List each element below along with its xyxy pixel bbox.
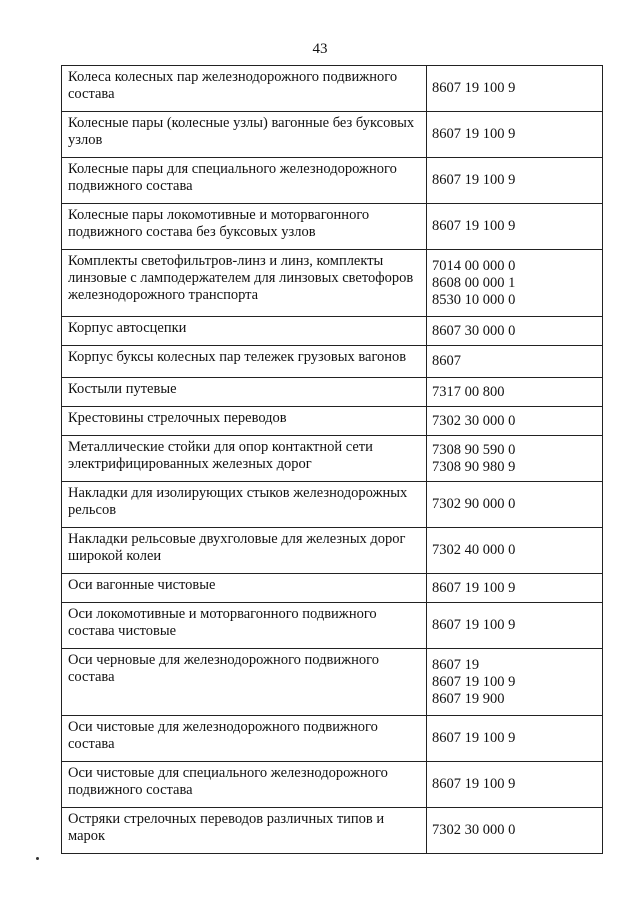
product-name: Колеса колесных пар железнодорожного подвижного состава xyxy=(62,66,427,112)
product-name: Оси вагонные чистовые xyxy=(62,574,427,603)
product-name: Колесные пары локомотивные и моторвагонного подвижного состава без буксовых узлов xyxy=(62,204,427,250)
table-row xyxy=(62,528,603,574)
product-name: Костыли путевые xyxy=(62,378,427,407)
table-row xyxy=(62,158,603,204)
tn-ved-code: 7308 90 980 9 xyxy=(432,458,516,475)
tn-ved-code: 8607 19 100 9 xyxy=(432,730,516,746)
tn-ved-code-cell xyxy=(427,808,603,854)
table-row xyxy=(62,482,603,528)
tn-ved-code: 8607 19 100 9 xyxy=(432,673,516,690)
table-row xyxy=(62,716,603,762)
table-row xyxy=(62,204,603,250)
product-name: Корпус автосцепки xyxy=(62,317,427,346)
product-name: Колесные пары для специального железнодорожного подвижного состава xyxy=(62,158,427,204)
tn-ved-code-cell xyxy=(427,346,603,378)
product-name: Накладки для изолирующих стыков железнодорожных рельсов xyxy=(62,482,427,528)
tn-ved-code: 8607 19 100 9 xyxy=(432,218,516,234)
table-row xyxy=(62,407,603,436)
tn-ved-code: 8607 19 100 9 xyxy=(432,80,516,96)
product-name: Накладки рельсовые двухголовые для железных дорог широкой колеи xyxy=(62,528,427,574)
tn-ved-code: 8607 19 100 9 xyxy=(432,579,516,596)
tn-ved-code: 8608 00 000 1 xyxy=(432,274,516,291)
table-row xyxy=(62,808,603,854)
tn-ved-code: 8607 19 100 9 xyxy=(432,172,516,188)
tn-ved-code-cell xyxy=(427,112,603,158)
tn-ved-code: 8607 19 100 9 xyxy=(432,776,516,792)
product-name: Оси черновые для железнодорожного подвижного состава xyxy=(62,649,427,716)
tn-ved-code-cell xyxy=(427,603,603,649)
tn-ved-code-cell xyxy=(427,407,603,436)
tn-ved-code: 7317 00 800 xyxy=(432,383,505,400)
tn-ved-code: 8607 19 100 9 xyxy=(432,126,516,142)
product-name: Оси чистовые для железнодорожного подвижного состава xyxy=(62,716,427,762)
product-name: Колесные пары (колесные узлы) вагонные без буксовых узлов xyxy=(62,112,427,158)
tn-ved-code-cell xyxy=(427,436,603,482)
product-name: Оси локомотивные и моторвагонного подвижного состава чистовые xyxy=(62,603,427,649)
table-row xyxy=(62,649,603,716)
tn-ved-code: 7308 90 590 0 xyxy=(432,441,516,458)
table-row xyxy=(62,574,603,603)
tn-ved-code-cell xyxy=(427,574,603,603)
table-row xyxy=(62,762,603,808)
goods-codes-table xyxy=(61,65,603,854)
tn-ved-code-cell xyxy=(427,378,603,407)
tn-ved-code-cell xyxy=(427,649,603,716)
table-row xyxy=(62,603,603,649)
tn-ved-code: 7014 00 000 0 xyxy=(432,257,516,274)
product-name: Корпус буксы колесных пар тележек грузовых вагонов xyxy=(62,346,427,378)
product-name: Крестовины стрелочных переводов xyxy=(62,407,427,436)
tn-ved-code: 7302 40 000 0 xyxy=(432,542,516,558)
tn-ved-code-cell xyxy=(427,204,603,250)
product-name: Комплекты светофильтров-линз и линз, комплекты линзовые с ламподержателем для линзовых светофоров железнодорожного транспорта xyxy=(62,250,427,317)
tn-ved-code-cell xyxy=(427,762,603,808)
tn-ved-code-cell xyxy=(427,250,603,317)
product-name: Остряки стрелочных переводов различных типов и марок xyxy=(62,808,427,854)
tn-ved-code-cell xyxy=(427,482,603,528)
product-name: Оси чистовые для специального железнодорожного подвижного состава xyxy=(62,762,427,808)
tn-ved-code: 7302 30 000 0 xyxy=(432,412,516,429)
tn-ved-code: 8607 19 xyxy=(432,656,480,673)
tn-ved-code: 8607 xyxy=(432,353,461,369)
tn-ved-code-cell xyxy=(427,528,603,574)
tn-ved-code: 8607 19 100 9 xyxy=(432,617,516,633)
tn-ved-code: 8530 10 000 0 xyxy=(432,291,516,308)
tn-ved-code-cell xyxy=(427,158,603,204)
tn-ved-code: 7302 30 000 0 xyxy=(432,822,516,838)
page-number: 43 xyxy=(312,41,328,57)
tn-ved-code: 7302 90 000 0 xyxy=(432,496,516,512)
tn-ved-code-cell xyxy=(427,66,603,112)
table-row xyxy=(62,378,603,407)
scan-speck xyxy=(36,857,39,860)
table-row xyxy=(62,112,603,158)
table-row xyxy=(62,66,603,112)
table-row xyxy=(62,317,603,346)
table-row xyxy=(62,436,603,482)
tn-ved-code-cell xyxy=(427,317,603,346)
tn-ved-code-cell xyxy=(427,716,603,762)
table-row xyxy=(62,346,603,378)
tn-ved-code: 8607 19 900 xyxy=(432,690,505,707)
tn-ved-code: 8607 30 000 0 xyxy=(432,322,516,339)
product-name: Металлические стойки для опор контактной сети электрифицированных железных дорог xyxy=(62,436,427,482)
table-row xyxy=(62,250,603,317)
